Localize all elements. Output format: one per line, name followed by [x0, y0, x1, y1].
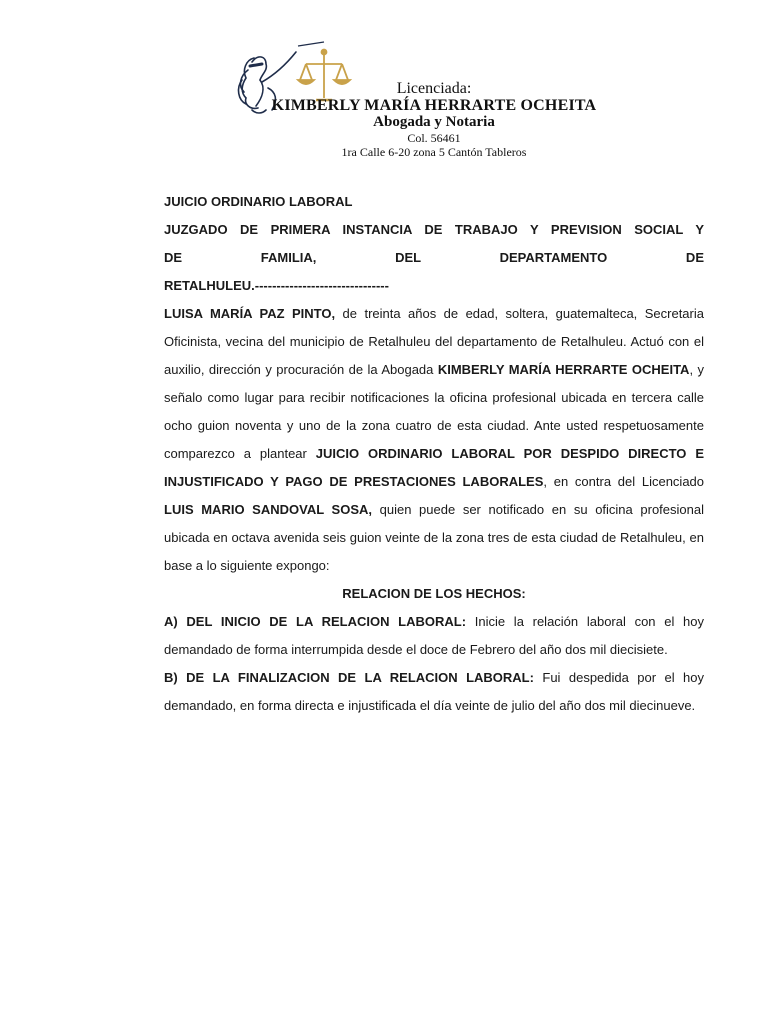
- court-line-2: DE FAMILIA, DEL DEPARTAMENTO DE: [164, 250, 704, 265]
- court-line-1: JUZGADO DE PRIMERA INSTANCIA DE TRABAJO Y PREVISION SOCIAL Y: [164, 222, 704, 237]
- intro-paragraph: [164, 300, 704, 580]
- letterhead-name: KIMBERLY MARÍA HERRARTE OCHEITA: [271, 97, 597, 114]
- letterhead-role: Abogada y Notaria: [373, 114, 495, 130]
- section-heading: RELACION DE LOS HECHOS:: [342, 586, 526, 601]
- letterhead-address: 1ra Calle 6-20 zona 5 Cantón Tableros: [341, 145, 527, 159]
- claim-title: JUICIO ORDINARIO LABORAL POR DESPIDO DIRECTO E INJUSTIFICADO Y PAGO DE PRESTACIONES LABORALES: [164, 446, 704, 489]
- fact-b-text: Fui despedida por el hoy demandado, en forma directa e injustificada el día veinte de julio del año dos mil diecinueve.: [164, 670, 705, 713]
- letterhead-title: Licenciada:: [396, 80, 472, 97]
- document-body: [164, 188, 704, 720]
- letterhead-colegiado: Col. 56461: [407, 131, 461, 145]
- fact-a-text: Inicie la relación laboral con el hoy demandado de forma interrumpida desde el doce de Febrero del año dos mil diecisiete.: [164, 614, 704, 657]
- letterhead: [0, 0, 768, 170]
- plaintiff-name: LUISA MARÍA PAZ PINTO,: [164, 306, 336, 321]
- intro-text-1: de treinta años de edad, soltera, guatemalteca, Secretaria Oficinista, vecina del municipio de Retalhuleu del departamento de Retalhuleu. Actuó con el auxilio, dirección y procuración de la Abogada: [164, 306, 704, 377]
- case-type: JUICIO ORDINARIO LABORAL: [164, 194, 353, 209]
- fact-a: [164, 608, 704, 664]
- fact-b: [164, 664, 704, 720]
- intro-text-2: , y señalo como lugar para recibir notificaciones la oficina profesional ubicada en tercera calle ocho guion noventa y uno de la zona cuatro de esta ciudad. Ante usted respetuosamente comparezco a plantear: [164, 362, 704, 461]
- defendant-name: LUIS MARIO SANDOVAL SOSA,: [164, 502, 372, 517]
- intro-text-3: , en contra del Licenciado: [543, 474, 705, 489]
- fact-b-heading: B) DE LA FINALIZACION DE LA RELACION LABORAL:: [164, 670, 534, 685]
- court-line-3: RETALHULEU.-------------------------------: [164, 278, 389, 293]
- intro-text-4: quien puede ser notificado en su oficina profesional ubicada en octava avenida seis guion veinte de la zona tres de esta ciudad de Retalhuleu, en base a lo siguiente expongo:: [164, 502, 704, 573]
- lawyer-name: KIMBERLY MARÍA HERRARTE OCHEITA: [437, 362, 690, 377]
- fact-a-heading: A) DEL INICIO DE LA RELACION LABORAL:: [164, 614, 467, 629]
